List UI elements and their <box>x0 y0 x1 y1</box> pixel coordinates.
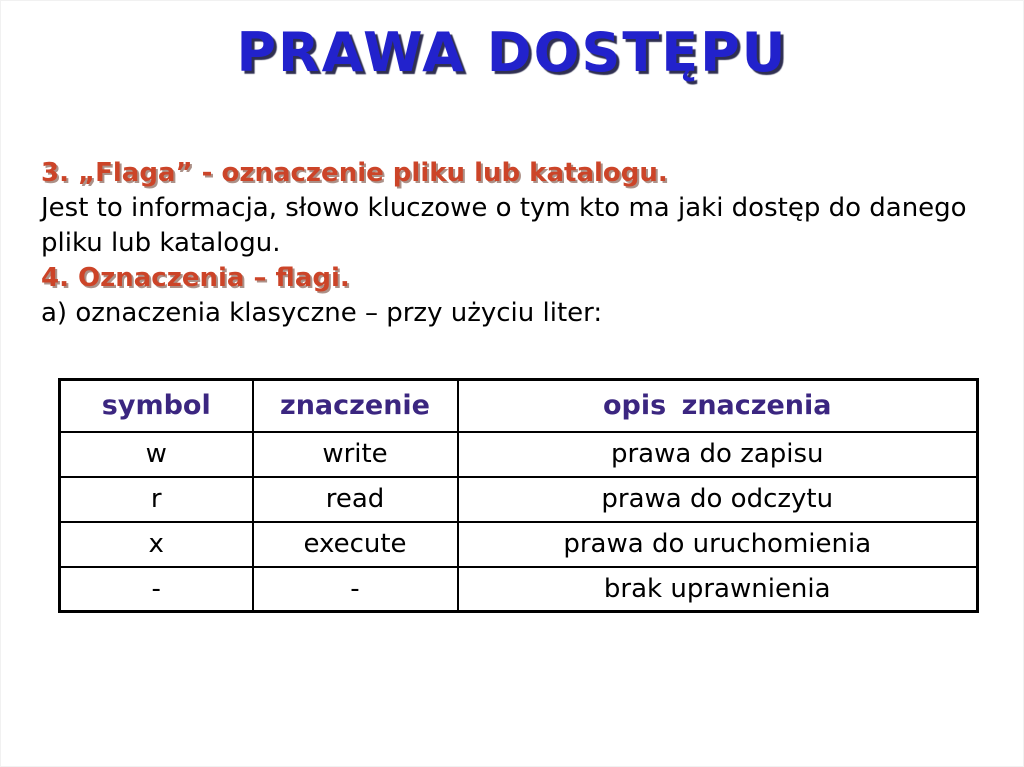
table-row <box>60 432 978 477</box>
table-row <box>60 522 978 567</box>
cell-opis: prawa do zapisu <box>458 432 978 477</box>
flags-table-header <box>60 380 978 432</box>
table-header-row <box>60 380 978 432</box>
flags-table <box>58 378 979 613</box>
cell-znaczenie: execute <box>253 522 458 567</box>
cell-opis: prawa do odczytu <box>458 477 978 522</box>
cell-symbol: - <box>60 567 253 612</box>
cell-znaczenie: read <box>253 477 458 522</box>
cell-symbol: r <box>60 477 253 522</box>
cell-symbol: x <box>60 522 253 567</box>
flags-table-body <box>60 432 978 612</box>
section-4-heading: 4. Oznaczenia – flagi. <box>41 263 350 293</box>
slide-title: PRAWA DOSTĘPU <box>236 21 788 84</box>
cell-opis: prawa do uruchomienia <box>458 522 978 567</box>
cell-znaczenie: - <box>253 567 458 612</box>
cell-znaczenie: write <box>253 432 458 477</box>
column-header-symbol: symbol <box>60 380 253 432</box>
table-row <box>60 477 978 522</box>
cell-opis: brak uprawnienia <box>458 567 978 612</box>
cell-symbol: w <box>60 432 253 477</box>
slide-body <box>41 156 993 331</box>
table-row <box>60 567 978 612</box>
section-3-body: Jest to informacja, słowo kluczowe o tym kto ma jaki dostęp do danego pliku lub katalogu. <box>41 193 967 258</box>
column-header-znaczenie: znaczenie <box>253 380 458 432</box>
section-4-body: a) oznaczenia klasyczne – przy użyciu liter: <box>41 298 603 328</box>
column-header-opis-znaczenia: opis znaczenia <box>458 380 978 432</box>
section-3-heading: 3. „Flaga” - oznaczenie pliku lub katalogu. <box>41 158 668 188</box>
